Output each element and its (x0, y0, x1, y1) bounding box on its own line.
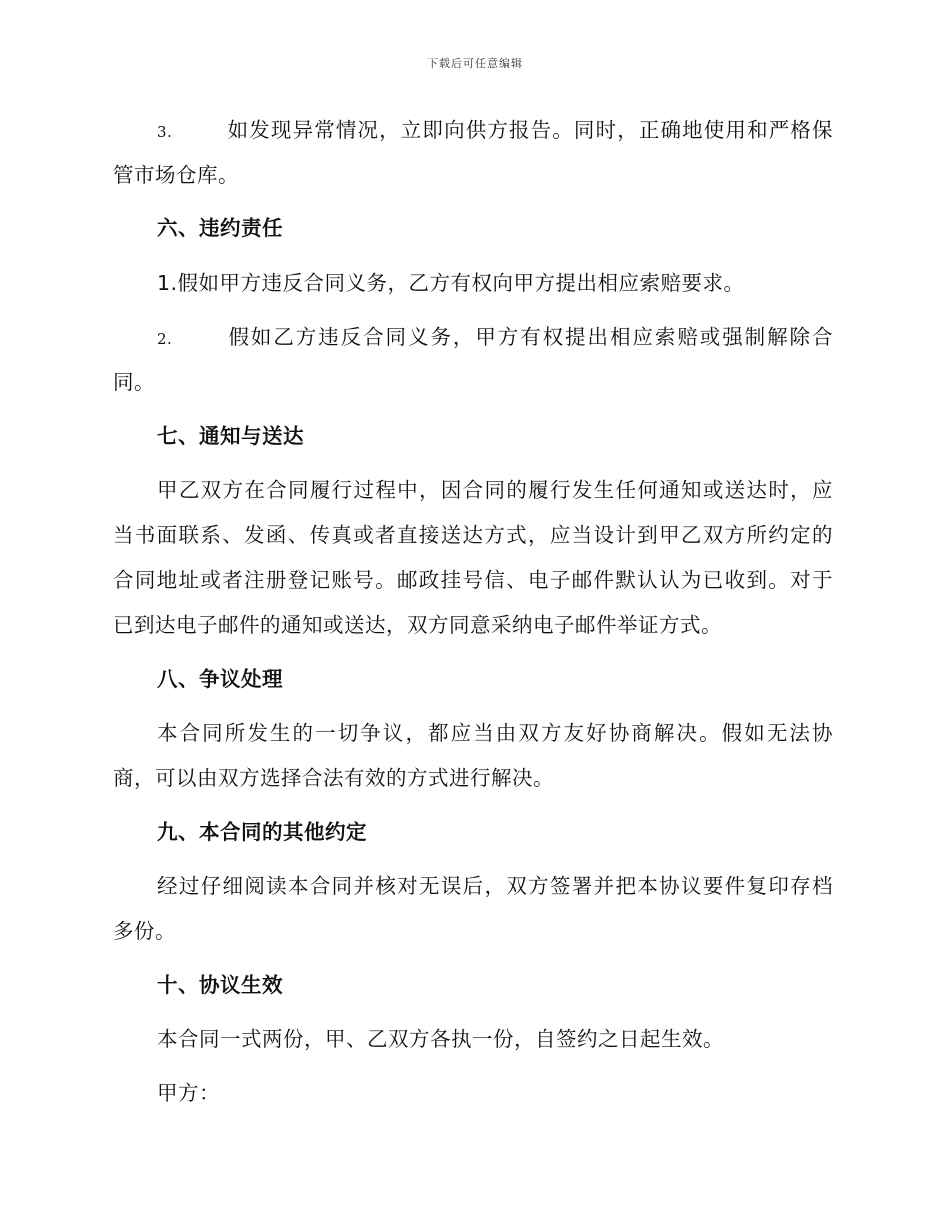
s8-line-1: 本合同所发生的一切争议，都应当由双方友好协商解决。假如无法协 (157, 721, 833, 745)
s7-line-1: 甲乙双方在合同履行过程中，因合同的履行发生任何通知或送达时，应 (157, 478, 833, 502)
section-heading-8: 八、争议处理 (157, 667, 283, 691)
s7-line-3: 合同地址或者注册登记账号。邮政挂号信、电子邮件默认认为已收到。对于 (113, 568, 833, 592)
party-a-label: 甲方： (157, 1081, 220, 1105)
s6-paragraph-1: 1.假如甲方违反合同义务，乙方有权向甲方提出相应索赔要求。 (157, 271, 745, 295)
item-3-line-2: 管市场仓库。 (113, 163, 239, 187)
item-3-line-1 (157, 115, 833, 147)
section-heading-10: 十、协议生效 (157, 973, 283, 997)
item-number: 2. (157, 330, 173, 348)
s10-line-1: 本合同一式两份，甲、乙双方各执一份，自签约之日起生效。 (157, 1027, 724, 1051)
s9-line-2: 多份。 (113, 919, 176, 943)
s7-line-2: 当书面联系、发函、传真或者直接送达方式，应当设计到甲乙双方所约定的 (113, 523, 833, 547)
s9-line-1: 经过仔细阅读本合同并核对无误后，双方签署并把本协议要件复印存档 (157, 874, 833, 898)
item-text: 假如乙方违反合同义务，甲方有权提出相应索赔或强制解除合 (227, 325, 833, 349)
item-number: 3. (157, 123, 173, 141)
s6-paragraph-2-line-1 (157, 322, 833, 354)
section-heading-9: 九、本合同的其他约定 (157, 820, 367, 844)
section-heading-7: 七、通知与送达 (157, 424, 304, 448)
page-header: 下载后可任意编辑 (427, 57, 523, 70)
s7-line-4: 已到达电子邮件的通知或送达，双方同意采纳电子邮件举证方式。 (113, 613, 722, 637)
s8-line-2: 商，可以由双方选择合法有效的方式进行解决。 (113, 766, 554, 790)
item-text: 如发现异常情况，立即向供方报告。同时，正确地使用和严格保 (227, 118, 833, 142)
section-heading-6: 六、违约责任 (157, 216, 283, 240)
s6-paragraph-2-line-2: 同。 (113, 370, 155, 394)
